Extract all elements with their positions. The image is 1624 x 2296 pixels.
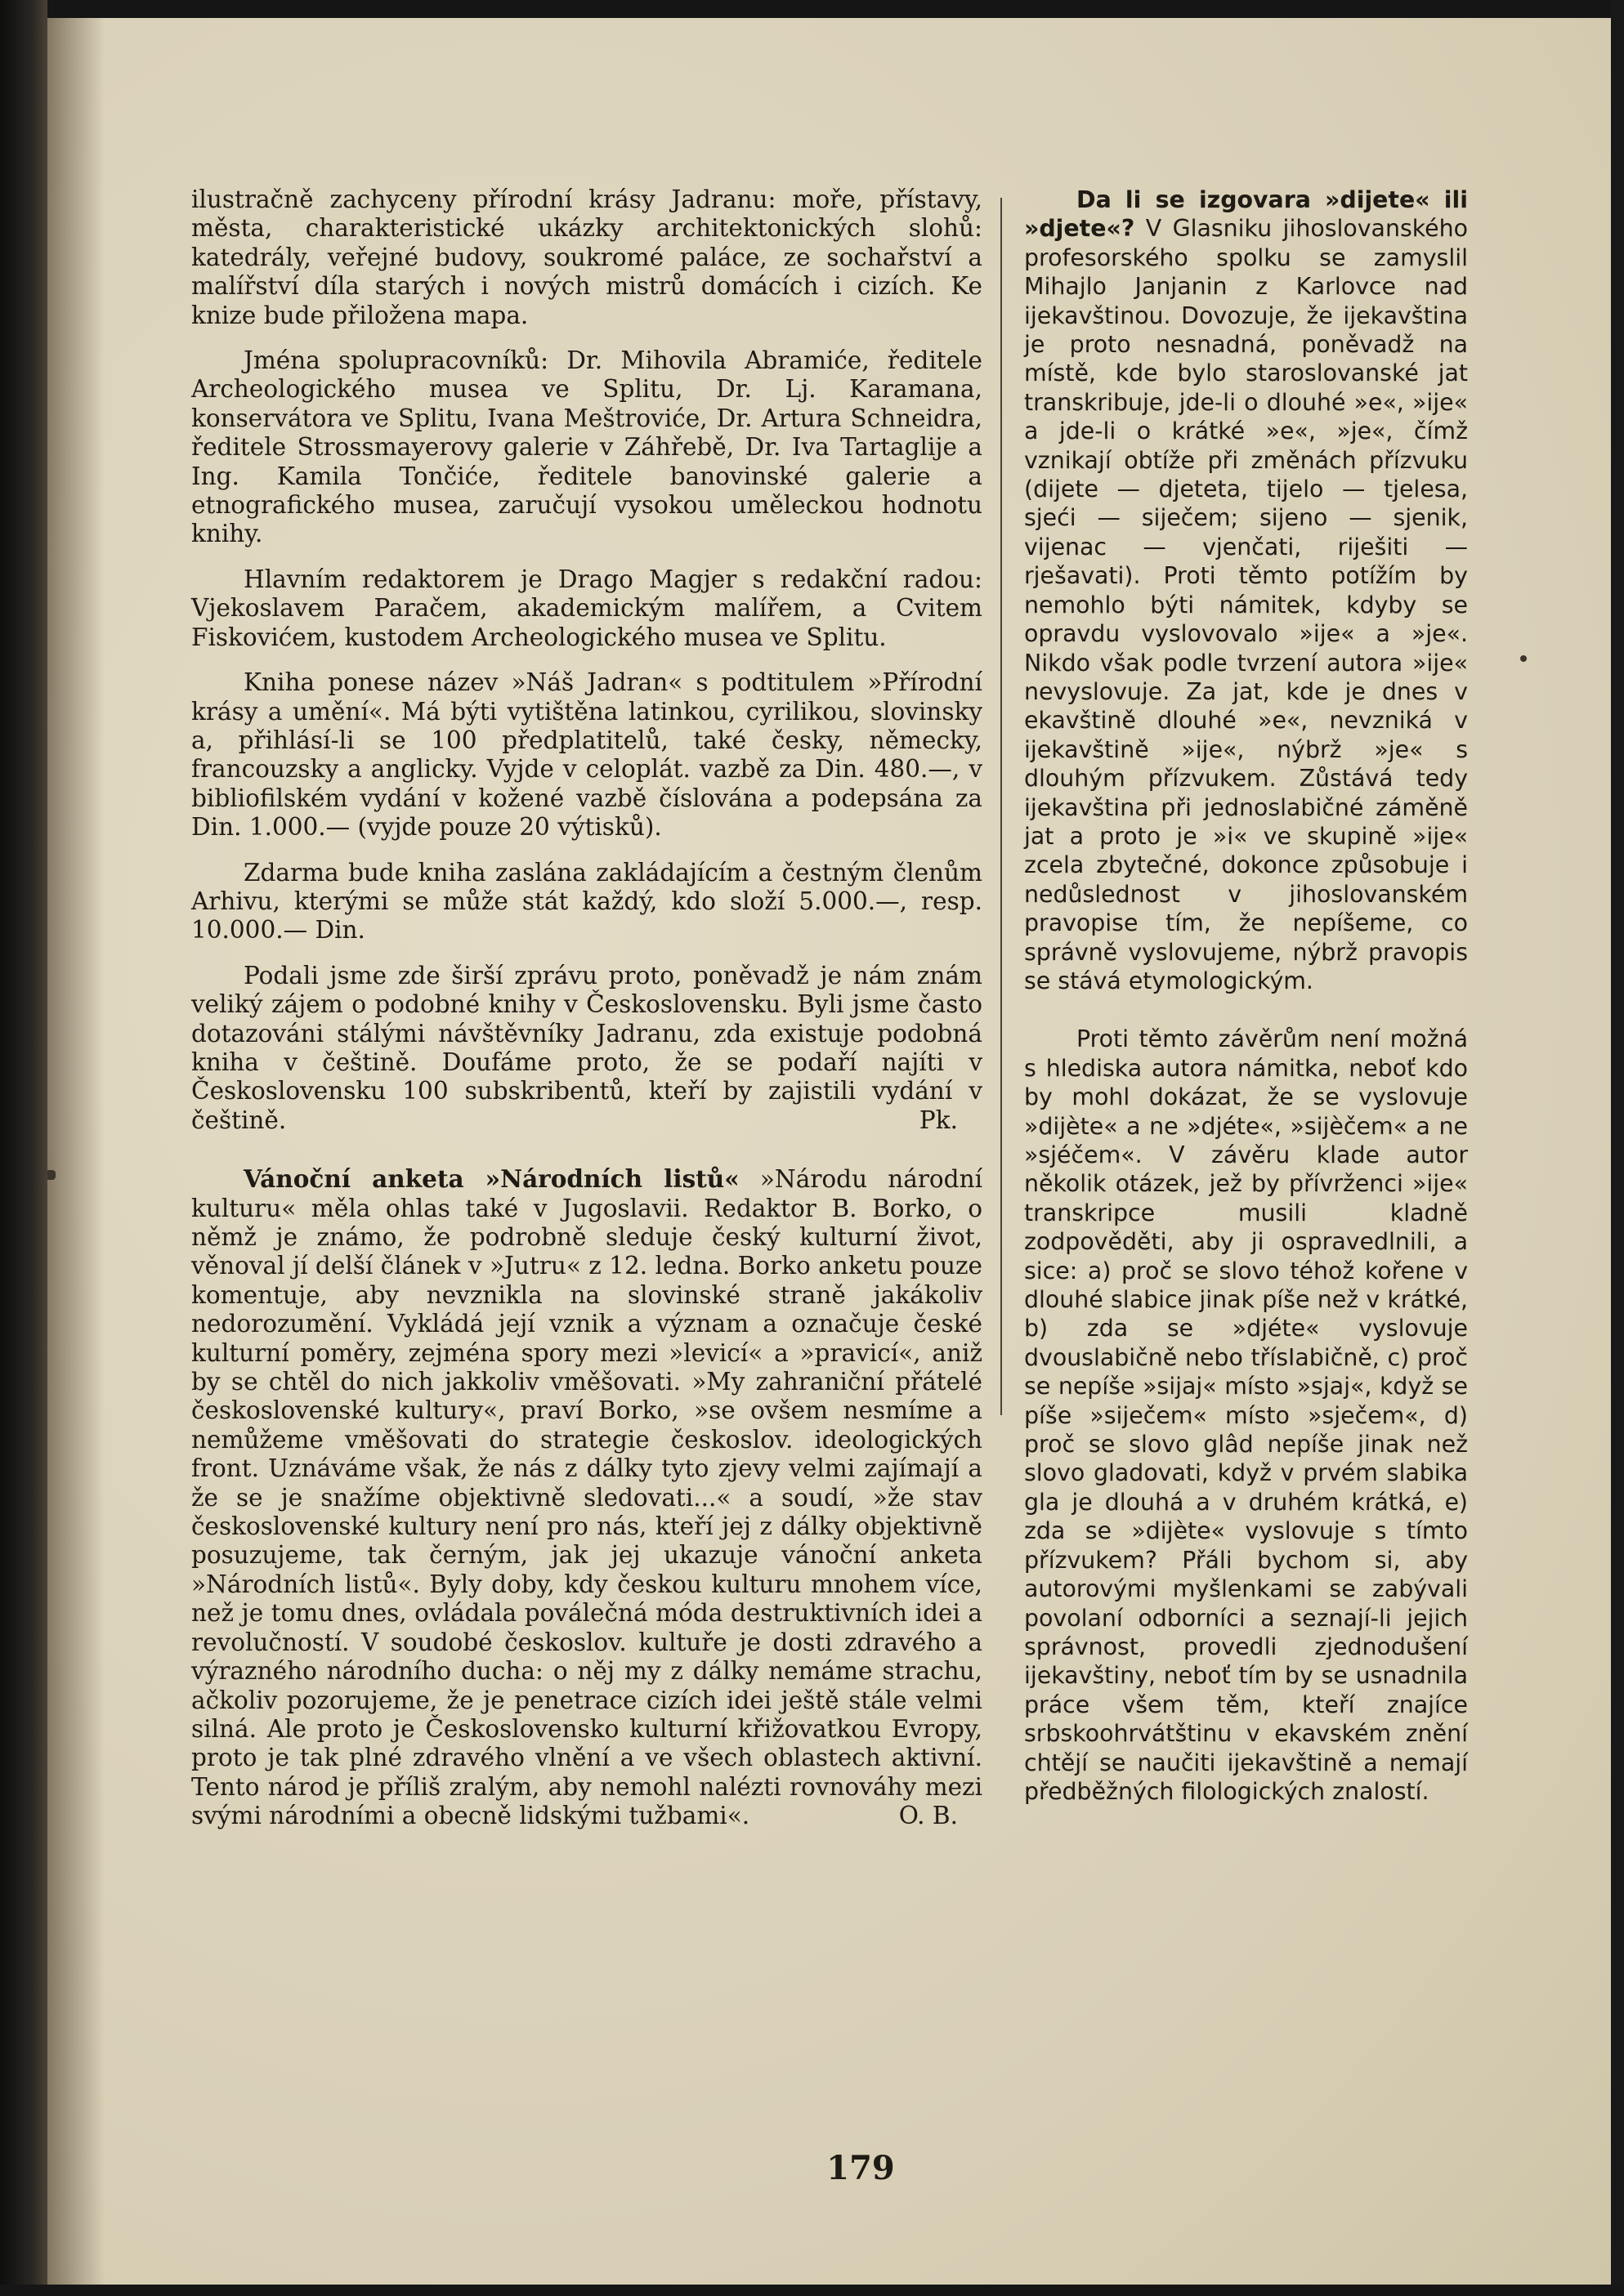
paragraph-jadran-illustrations: ilustračně zachyceny přírodní krásy Jadranu: moře, přístavy, města, charakteristické ukázky architektonických slohů: katedrály, veřejné budovy, soukromé paláce, ze sochařství a malířství díla starých i nových mistrů domácích i cizích. Ke knize bude přiložena mapa. xyxy=(191,185,982,329)
paragraph-book-title: Kniha ponese název »Náš Jadran« s podtitulem »Přírodní krásy a umění«. Má býti vytištěna latinkou, cyrilikou, slovinsky a, přihlásí-li se 100 předplatitelů, také česky, německy, francouzsky a anglicky. Vyjde v celoplát. vazbě za Din. 480.—, v bibliofilském vydání v kožené vazbě číslována a podepsána za Din. 1.000.— (vyjde pouze 20 výtisků). xyxy=(191,668,982,842)
section-spacer xyxy=(191,1135,982,1164)
scanned-page xyxy=(47,18,1611,2285)
left-column xyxy=(191,185,982,1831)
heading-christmas-survey: Vánoční anketa »Národních listů« xyxy=(244,1164,740,1194)
paragraph-ijekavian-text: V Glasniku jihoslovanského profesorského spolku se zamyslil Mihajlo Janjanin z Karlovce nad ijekavštinou. Dovozuje, že ijekavština je proto nesnadná, poněvadž na místě, kde bylo staroslovanské jat transkribuje, jde-li o dlouhé »e«, »ije« a jde-li o krátké »e«, »je«, čímž vznikají obtíže při změnách přízvuku (dijete — djeteta, tijelo — tjelesa, sjeći — siječem; sijeno — sjenik, vijenac — vjenčati, riješiti — rješavati). Proti těmto potížím by nemohlo býti námitek, kdyby se opravdu vyslovovalo »ije« a »je«. Nikdo však podle tvrzení autora »ije« nevyslovuje. Za jat, kde je dnes v ekavštině dlouhé »e«, nevzniká v ijekavštině »ije«, nýbrž »je« s dlouhým přízvukem. Zůstává tedy ijekavština při jednoslabičné záměně jat a proto je »i« ve skupině »ije« zcela zbytečné, dokonce způsobuje i nedůslednost v jihoslovanském pravopise tím, že nepíšeme, co správně vyslovujeme, nýbrž pravopis se stává etymologickým. xyxy=(1024,215,1468,994)
signature-pk: Pk. xyxy=(919,1106,958,1134)
spacer xyxy=(191,549,982,565)
section-spacer xyxy=(1024,995,1468,1025)
paragraph-free-copy: Zdarma bude kniha zaslána zakládajícím a čestným členům Arhivu, kterými se může stát každý, kdo složí 5.000.—, resp. 10.000.— Din. xyxy=(191,858,982,945)
paragraph-collaborators: Jména spolupracovníků: Dr. Mihovila Abramiće, ředitele Archeologického musea ve Splitu, Dr. Lj. Karamana, konservátora ve Splitu, Ivana Meštroviće, Dr. Artura Schneidra, ředitele Strossmayerovy galerie v Záhřebě, Dr. Iva Tartaglije a Ing. Kamila Tončiće, ředitele banovinské galerie a etnografického musea, zaručují vysokou uměleckou hodnotu knihy. xyxy=(191,346,982,548)
paragraph-subscribers xyxy=(191,962,982,1135)
ink-speck xyxy=(1520,655,1527,662)
paragraph-editor: Hlavním redaktorem je Drago Magjer s redakční radou: Vjekoslavem Paračem, akademickým malířem, a Cvitem Fiskovićem, kustodem Archeologického musea ve Splitu. xyxy=(191,565,982,651)
spacer xyxy=(191,652,982,668)
spacer xyxy=(191,330,982,346)
signature-ob: O. B. xyxy=(898,1802,958,1830)
spacer xyxy=(191,945,982,962)
ink-speck xyxy=(47,1170,56,1180)
scan-border-left xyxy=(0,0,47,2296)
spacer xyxy=(191,842,982,859)
paragraph-christmas-survey-text: »Národu národní kulturu« měla ohlas také v Jugoslavii. Redaktor B. Borko, o němž je známo, že podrobně sleduje český kulturní život, věnoval jí delší článek v »Jutru« z 12. ledna. Borko anketu pouze komentuje, aby nevznikla na slovinské straně jakákoliv nedorozumění. Vykládá její vznik a význam a označuje české kulturní poměry, zejména spory mezi »levicí« a »pravicí«, aniž by se chtěl do nich jakkoliv vměšovati. »My zahraniční přátelé československé kultury«, praví Borko, »se ovšem nesmíme a nemůžeme vměšovati do strategie českoslov. ideologických front. Uznáváme však, že nás z dálky tyto zjevy velmi zajímají a že se je snažíme objektivně sledovati...« a soudí, »že stav československé kultury není pro nás, kteří jej z dálky objektivně posuzujeme, tak černým, jak jej ukazuje vánoční anketa »Národních listů«. Byly doby, kdy českou kulturu mnohem více, než je tomu dnes, ovládala poválečná móda destruktivních idei a revolučností. V soudobé českoslov. kultuře je dosti zdravého a výrazného národního ducha: o něj my z dálky nemáme strachu, ačkoliv pozorujeme, že je penetrace cizích idei ještě stále velmi silná. Ale proto je Československo kulturní křižovatkou Evropy, proto je tak plné zdravého vlnění a ve všech oblastech aktivní. Tento národ je příliš zralým, aby nemohl nalézti rovnováhy mezi svými národními a obecně lidskými tužbami«. xyxy=(191,1165,983,1830)
paragraph-ijekavian xyxy=(1024,185,1468,995)
paragraph-ijekavian-conclusions: Proti těmto závěrům není možná s hlediska autora námitka, neboť kdo by mohl dokázat, že se vyslovuje »dijète« a ne »djéte«, »sijèčem« a ne »sjéčem«. V závěru klade autor několik otázek, jež by přívrženci »ije« transkripce musili kladně zodpověděti, aby ji ospravedlnili, a sice: a) proč se slovo téhož kořene v dlouhé slabice jinak píše než v krátké, b) zda se »djéte« vyslovuje dvouslabičně nebo třísIabičně, c) proč se nepíše »sijaj« místo »sjaj«, když se píše »siječem« místo »sječem«, d) proč se slovo glâd nepíše jinak než slovo gladovati, když v prvém slabika gla je dlouhá a v druhém krátká, e) zda se »dijète« vyslovuje s tímto přízvukem? Přáli bychom si, aby autorovými myšlenkami se zabývali povolaní odborníci a seznají-li jejich správnost, provedli zjednodušení ijekavštiny, neboť tím by se usnadnila práce všem těm, kteří znajíce srbskoohrvátštinu v ekavském znění chtějí se naučiti ijekavštině a nemají předběžných filologických znalostí. xyxy=(1024,1025,1468,1805)
column-divider xyxy=(1000,198,1002,1415)
paragraph-christmas-survey xyxy=(191,1164,982,1830)
scan-border-right xyxy=(1611,0,1624,2296)
scan-border-bottom xyxy=(0,2285,1624,2296)
right-column xyxy=(1024,185,1468,1806)
scan-border-top xyxy=(0,0,1624,18)
page-number: 179 xyxy=(826,2149,895,2187)
binding-gutter-shadow xyxy=(47,18,105,2285)
paragraph-subscribers-text: Podali jsme zde širší zprávu proto, poněvadž je nám znám veliký zájem o podobné knihy v Československu. Byli jsme často dotazováni stálými návštěvníky Jadranu, zda existuje podobná kniha v češtině. Doufáme proto, že se podaří najíti v Československu 100 subskribentů, kteří by zajistili vydání v češtině. xyxy=(191,961,982,1134)
heading-ijekavian: Da li se izgovara »dijete« ili »djete«? xyxy=(1024,186,1468,243)
